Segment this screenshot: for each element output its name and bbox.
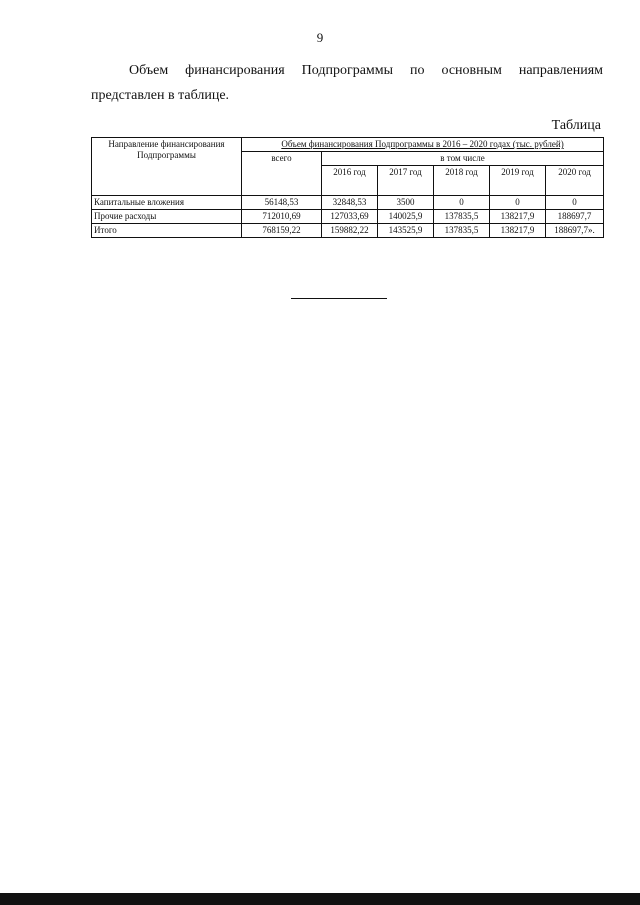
header-direction: Направление финансирования Подпрограммы (92, 138, 242, 196)
header-year: 2019 год (490, 166, 546, 196)
cell-value: 0 (546, 196, 604, 210)
scan-bottom-edge (0, 893, 640, 905)
cell-value: 138217,9 (490, 210, 546, 224)
header-total: всего (242, 152, 322, 196)
header-year: 2018 год (434, 166, 490, 196)
cell-value: 127033,69 (322, 210, 378, 224)
cell-total: 56148,53 (242, 196, 322, 210)
header-group (242, 138, 604, 152)
cell-value: 159882,22 (322, 224, 378, 238)
cell-value: 137835,5 (434, 210, 490, 224)
intro-line-2: представлен в таблице. (91, 88, 230, 103)
header-year: 2016 год (322, 166, 378, 196)
table-row (92, 210, 604, 224)
cell-value: 138217,9 (490, 224, 546, 238)
financing-table (91, 137, 604, 238)
cell-value: 32848,53 (322, 196, 378, 210)
header-year: 2020 год (546, 166, 604, 196)
cell-value: 0 (490, 196, 546, 210)
cell-total: 712010,69 (242, 210, 322, 224)
row-label: Капитальные вложения (92, 196, 242, 210)
table-row (92, 224, 604, 238)
cell-value: 140025,9 (378, 210, 434, 224)
intro-paragraph (91, 58, 603, 108)
page-number: 9 (316, 30, 324, 45)
header-group-text: Объем финансирования Подпрограммы в 2016 – 2020 годах (тыс. рублей) (281, 139, 564, 149)
header-subgroup: в том числе (322, 152, 604, 166)
cell-value: 188697,7». (546, 224, 604, 238)
end-divider (291, 298, 387, 299)
cell-value: 188697,7 (546, 210, 604, 224)
intro-line-1: Объем финансирования Подпрограммы по основным направлениям (129, 63, 603, 78)
table-header-row-1 (92, 138, 604, 152)
cell-value: 143525,9 (378, 224, 434, 238)
cell-value: 137835,5 (434, 224, 490, 238)
row-label: Итого (92, 224, 242, 238)
cell-total: 768159,22 (242, 224, 322, 238)
cell-value: 3500 (378, 196, 434, 210)
table-row (92, 196, 604, 210)
table-label: Таблица (551, 118, 601, 133)
row-label: Прочие расходы (92, 210, 242, 224)
cell-value: 0 (434, 196, 490, 210)
header-year: 2017 год (378, 166, 434, 196)
